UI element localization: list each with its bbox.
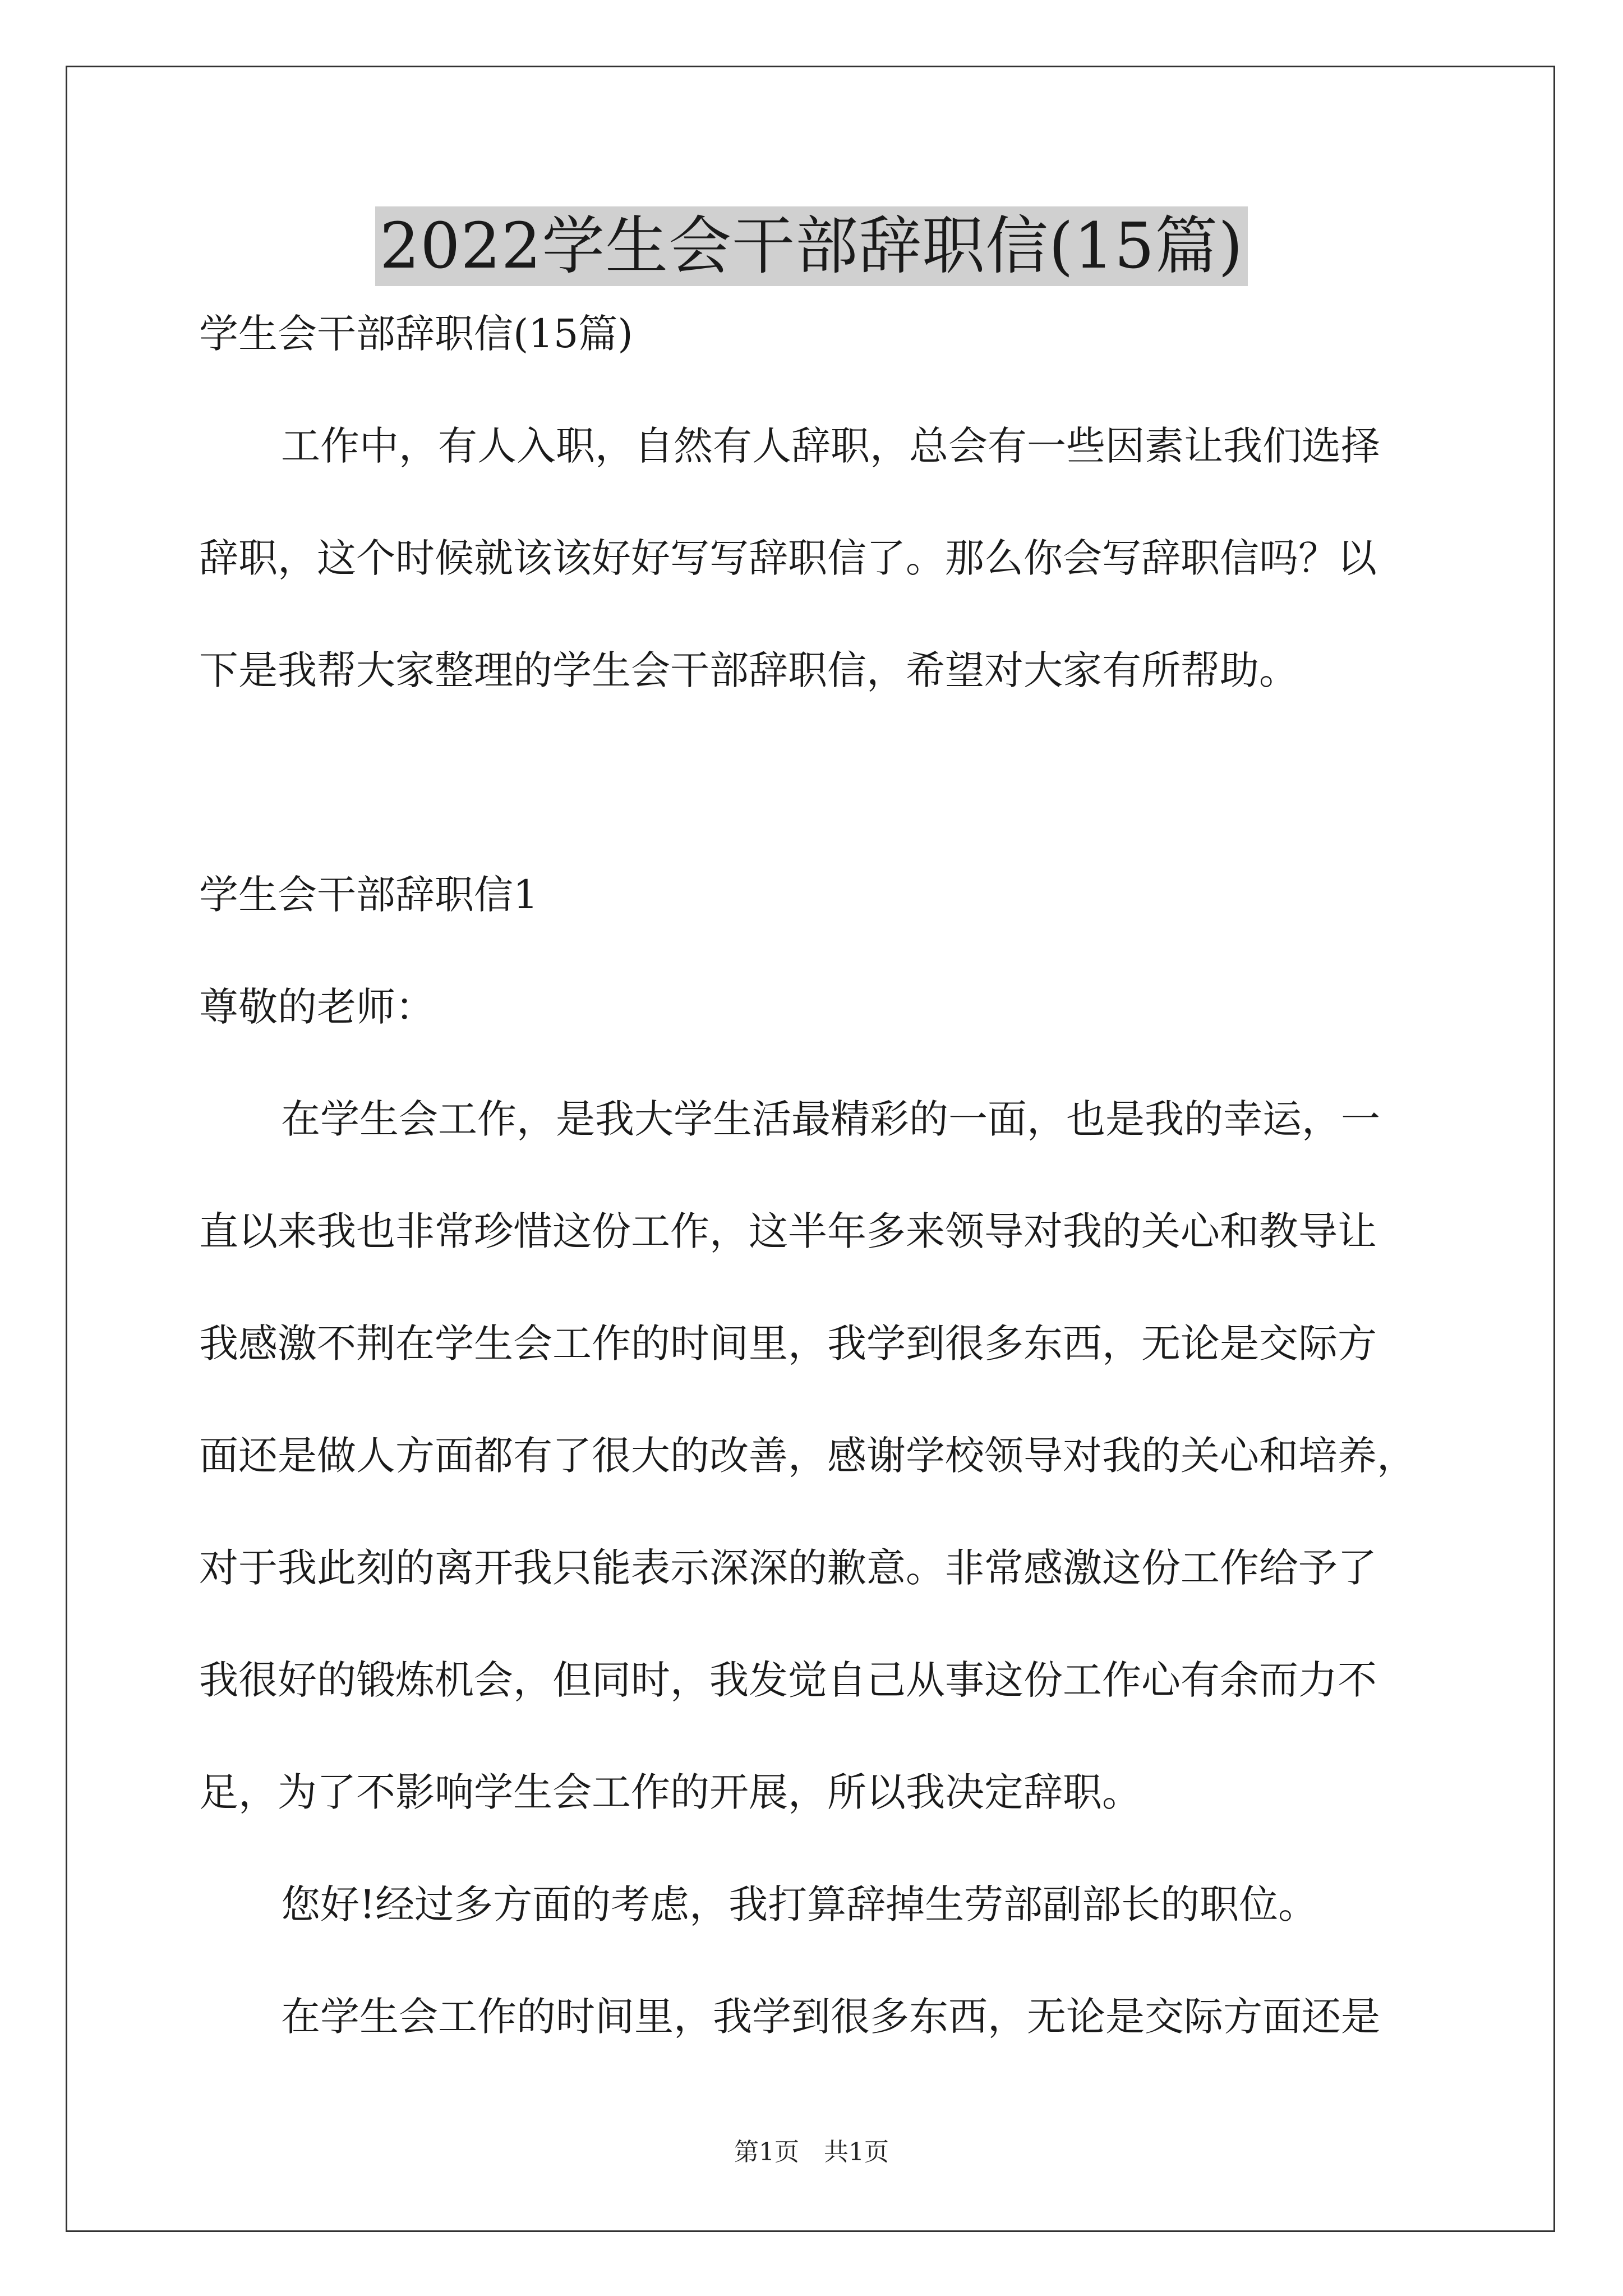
paragraph-line: 在学生会工作的时间里，我学到很多东西，无论是交际方面还是	[281, 1994, 1380, 2040]
paragraph-line: 我感激不荆在学生会工作的时间里，我学到很多东西，无论是交际方	[199, 1320, 1377, 1366]
page-footer	[0, 2132, 1623, 2168]
paragraph-line: 足，为了不影响学生会工作的开展，所以我决定辞职。	[199, 1769, 1141, 1815]
page-number: 第1页	[734, 2138, 799, 2166]
paragraph-line: 我很好的锻炼机会，但同时，我发觉自己从事这份工作心有余而力不	[199, 1657, 1377, 1703]
paragraph-line: 直以来我也非常珍惜这份工作，这半年多来领导对我的关心和教导让	[199, 1208, 1377, 1254]
paragraph-line: 在学生会工作，是我大学生活最精彩的一面，也是我的幸运，一	[281, 1096, 1380, 1142]
document-title: 2022学生会干部辞职信(15篇)	[375, 206, 1248, 286]
page-total: 共1页	[824, 2138, 889, 2166]
subtitle-line: 学生会干部辞职信(15篇)	[199, 311, 633, 357]
section-heading: 学生会干部辞职信1	[199, 872, 538, 918]
title-wrap	[0, 206, 1623, 286]
paragraph-line: 您好!经过多方面的考虑，我打算辞掉生劳部副部长的职位。	[281, 1881, 1318, 1927]
paragraph-line: 对于我此刻的离开我只能表示深深的歉意。非常感激这份工作给予了	[199, 1545, 1377, 1591]
paragraph-line: 面还是做人方面都有了很大的改善，感谢学校领导对我的关心和培养，	[199, 1433, 1416, 1479]
paragraph-line: 工作中，有人入职，自然有人辞职，总会有一些因素让我们选择	[281, 423, 1380, 469]
paragraph-line: 辞职，这个时候就该该好好写写辞职信了。那么你会写辞职信吗？以	[199, 535, 1377, 581]
paragraph-line: 下是我帮大家整理的学生会干部辞职信，希望对大家有所帮助。	[199, 647, 1298, 693]
salutation: 尊敬的老师：	[199, 984, 435, 1030]
